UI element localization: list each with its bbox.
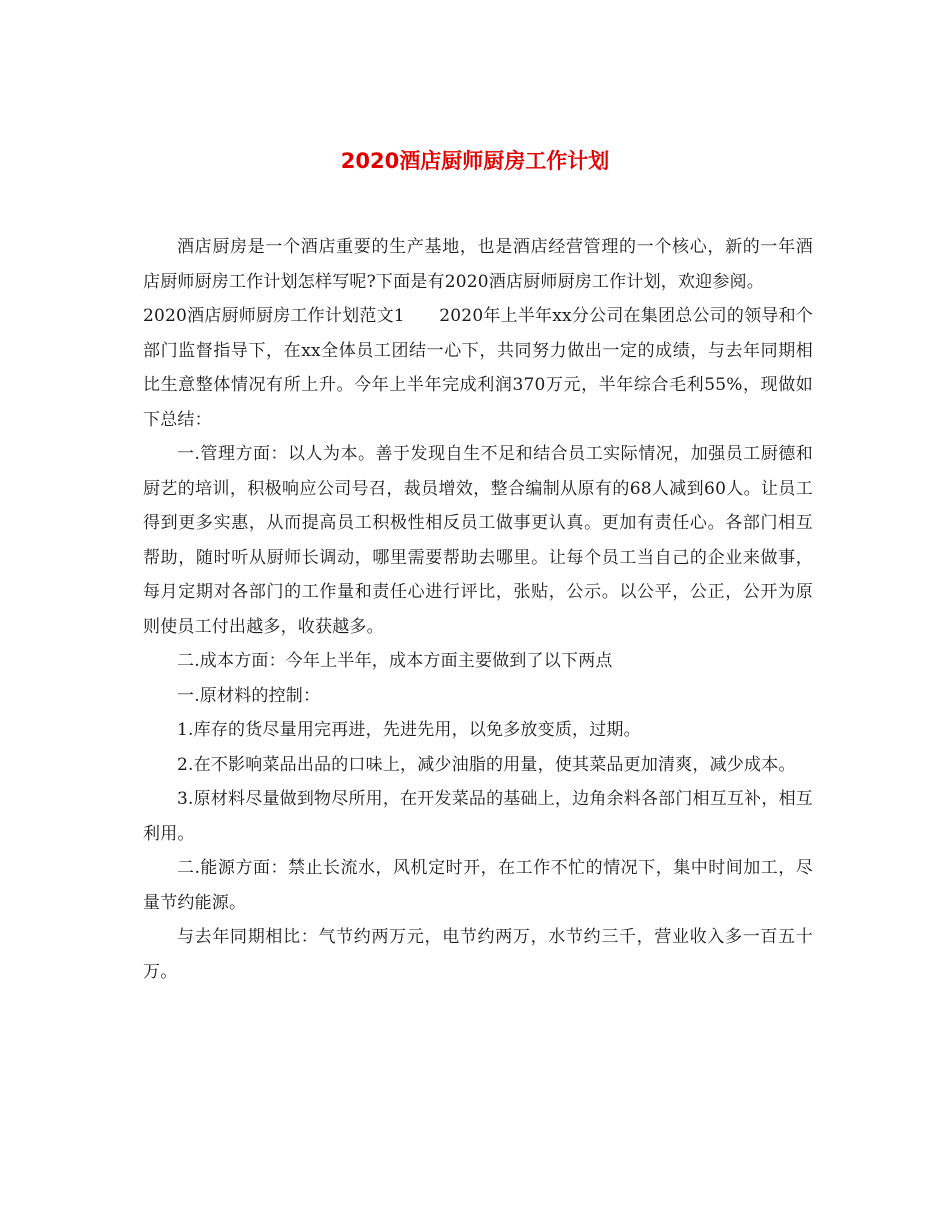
document-title: 2020酒店厨师厨房工作计划 bbox=[340, 149, 610, 173]
paragraph-material-2: 2.在不影响菜品出品的口味上，减少油脂的用量，使其菜品更加清爽，减少成本。 bbox=[177, 754, 796, 775]
paragraph-sample-1: 2020酒店厨师厨房工作计划范文1 2020年上半年xx分公司在集团总公司的领导和个部门监督指导下，在xx全体员工团结一心下，共同努力做出一定的成绩，与去年同期相比生意整体情况有所上升。今年上半年完成利润370万元，半年综合毛利55%，现做如下总结： bbox=[143, 306, 813, 430]
paragraph-intro: 酒店厨房是一个酒店重要的生产基地，也是酒店经营管理的一个核心，新的一年酒店厨师厨房工作计划怎样写呢?下面是有2020酒店厨师厨房工作计划，欢迎参阅。 bbox=[143, 237, 813, 292]
paragraph-management: 一.管理方面：以人为本。善于发现自生不足和结合员工实际情况，加强员工厨德和厨艺的培训，积极响应公司号召，裁员增效，整合编制从原有的68人减到60人。让员工得到更多实惠，从而提高员工积极性相反员工做事更认真。更加有责任心。各部门相互帮助，随时听从厨师长调动，哪里需要帮助去哪里。让每个员工当自己的企业来做事，每月定期对各部门的工作量和责任心进行评比，张贴，公示。以公平，公正，公开为原则使员工付出越多，收获越多。 bbox=[143, 444, 813, 637]
paragraph-comparison: 与去年同期相比：气节约两万元，电节约两万，水节约三千，营业收入多一百五十万。 bbox=[143, 927, 813, 982]
paragraph-material-3: 3.原材料尽量做到物尽所用，在开发菜品的基础上，边角余料各部门相互互补，相互利用。 bbox=[143, 789, 813, 844]
paragraph-material-heading: 一.原材料的控制： bbox=[177, 685, 321, 706]
paragraph-energy: 二.能源方面：禁止长流水，风机定时开，在工作不忙的情况下，集中时间加工，尽量节约能源。 bbox=[143, 858, 813, 913]
paragraph-material-1: 1.库存的货尽量用完再进，先进先用，以免多放变质，过期。 bbox=[177, 720, 641, 740]
document-body bbox=[143, 230, 813, 989]
paragraph-cost-heading: 二.成本方面：今年上半年，成本方面主要做到了以下两点 bbox=[177, 651, 613, 671]
